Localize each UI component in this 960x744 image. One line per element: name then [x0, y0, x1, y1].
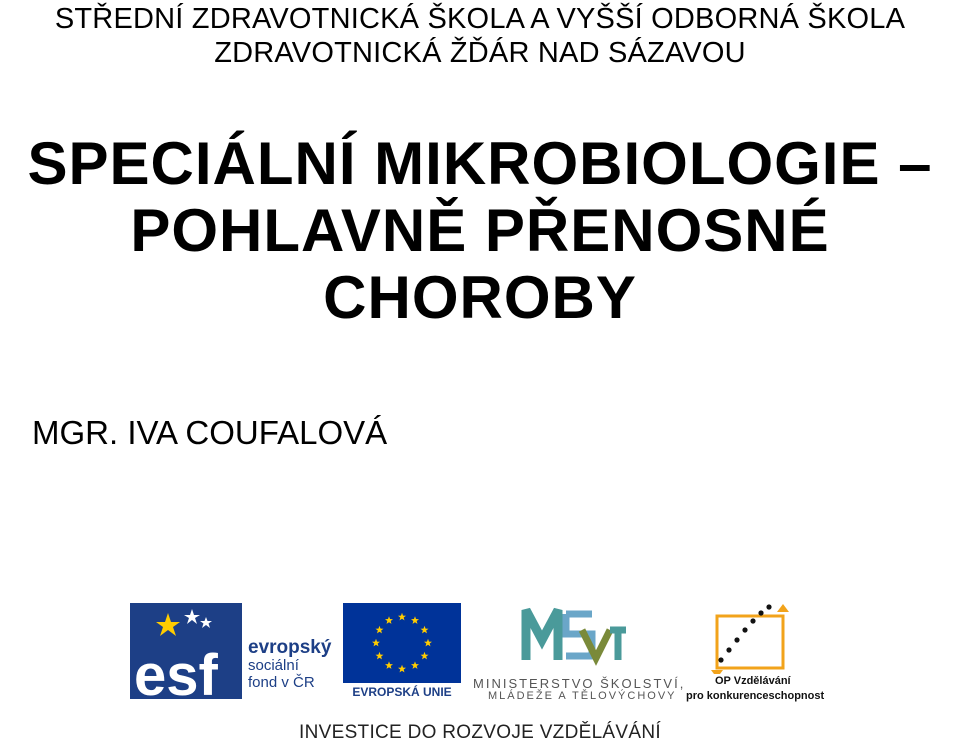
school-name — [0, 2, 960, 70]
investment-caption: INVESTICE DO ROZVOJE VZDĚLÁVÁNÍ — [299, 722, 661, 743]
title-line2: POHLAVNĚ PŘENOSNÉ — [130, 197, 830, 264]
author-name: MGR. IVA COUFALOVÁ — [32, 414, 388, 451]
msmt-line2: MLÁDEŽE A TĚLOVÝCHOVY — [488, 690, 677, 702]
esf-line3: fond v ČR — [248, 674, 315, 691]
title-line1: SPECIÁLNÍ MIKROBIOLOGIE – — [27, 130, 933, 197]
msmt-line1: MINISTERSTVO ŠKOLSTVÍ, — [473, 676, 686, 691]
esf-logo-icon — [130, 603, 242, 699]
presentation-title — [0, 130, 960, 331]
school-name-line2: ZDRAVOTNICKÁ ŽĎÁR NAD SÁZAVOU — [214, 37, 746, 69]
eu-label: EVROPSKÁ UNIE — [352, 685, 452, 699]
op-line2: pro konkurenceschopnost — [686, 690, 825, 702]
logo-strip — [0, 595, 960, 743]
svg-text:esf: esf — [134, 643, 218, 699]
school-name-line1: STŘEDNÍ ZDRAVOTNICKÁ ŠKOLA A VYŠŠÍ ODBORNÁ ŠKOLA — [54, 3, 906, 35]
esf-line2: sociální — [248, 657, 299, 674]
op-vzdelavani-logo-icon — [683, 600, 793, 674]
msmt-logo-icon — [470, 600, 630, 672]
esf-caption — [248, 639, 331, 691]
esf-word: evropský — [248, 637, 332, 658]
eu-flag-icon — [343, 603, 461, 683]
op-line1: OP Vzdělávání — [715, 675, 791, 687]
title-line3: CHOROBY — [323, 264, 637, 331]
